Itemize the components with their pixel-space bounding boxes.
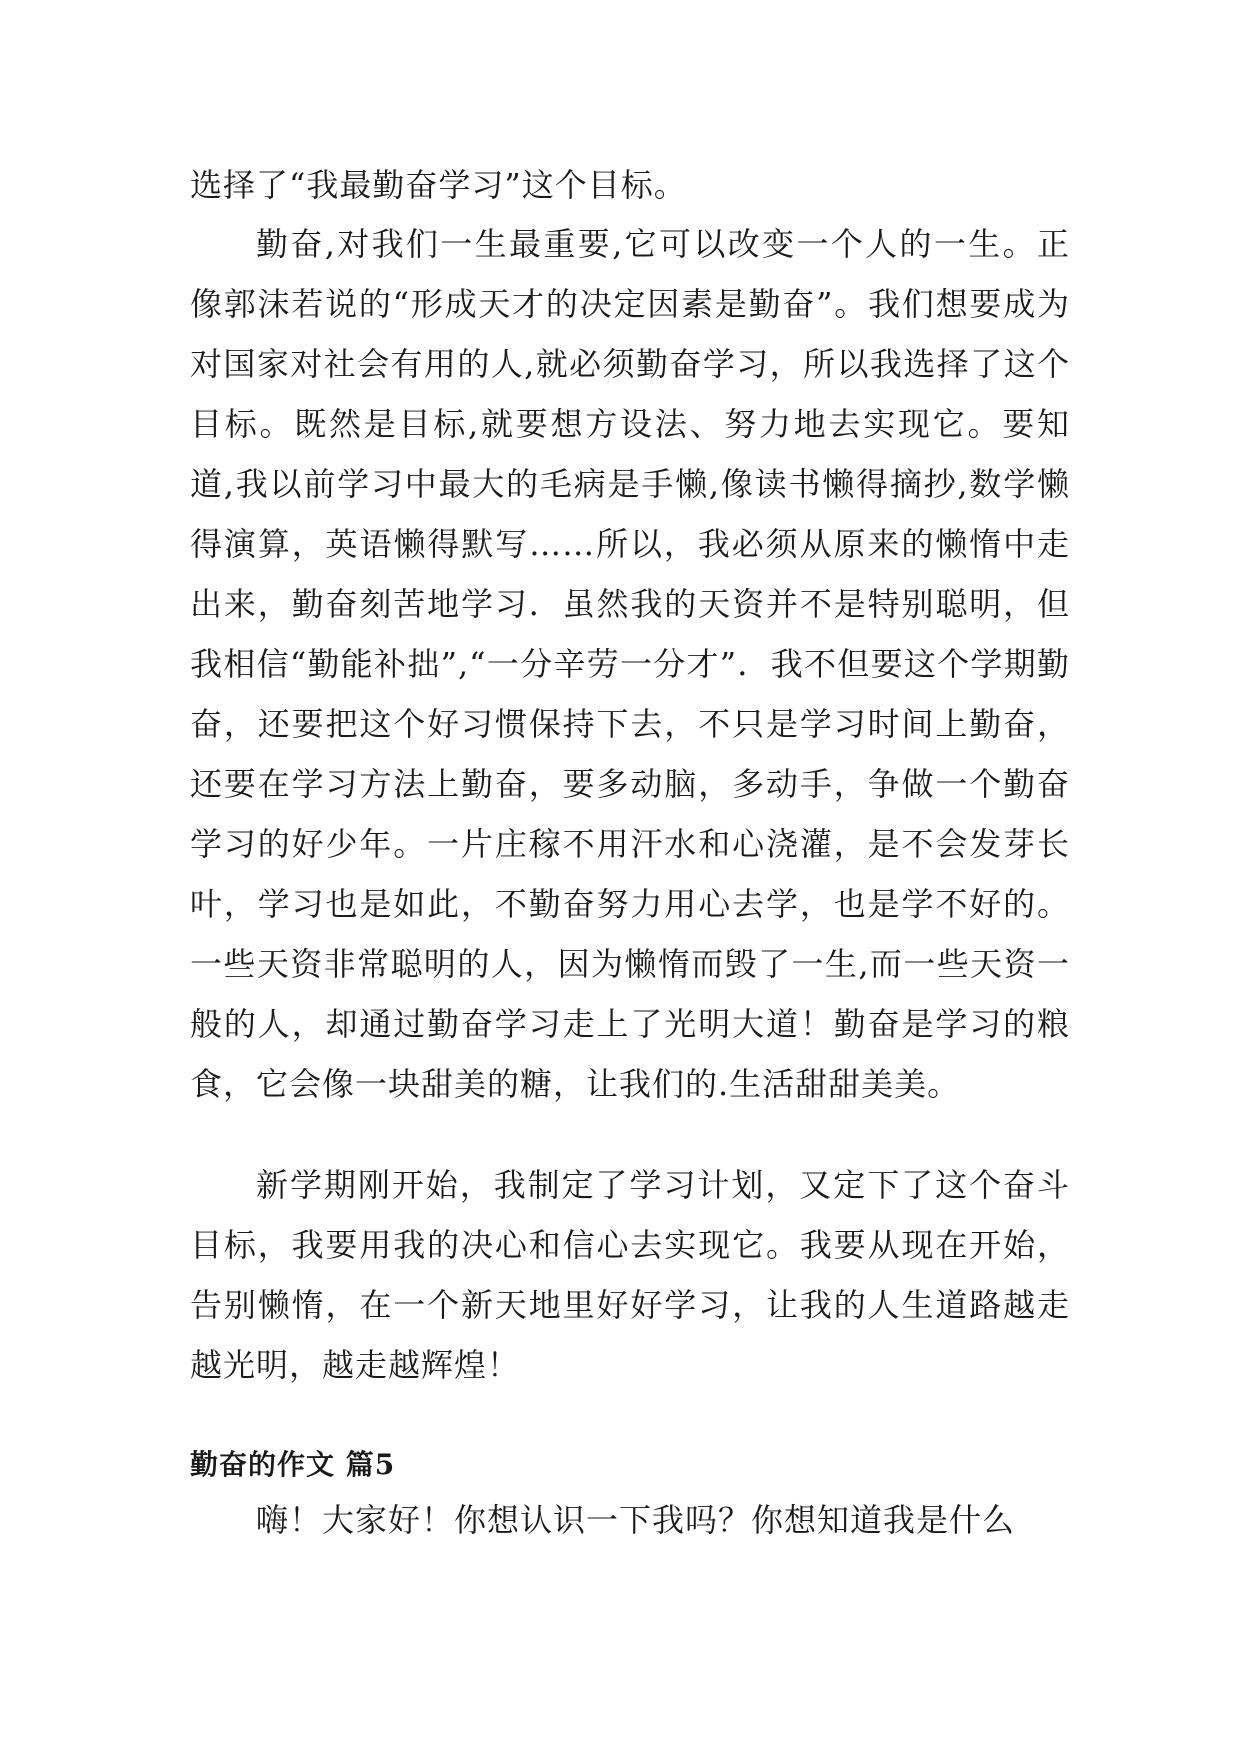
paragraph-greeting: 嗨！大家好！你想认识一下我吗？你想知道我是什么 (256, 1501, 1016, 1539)
paragraph-diligence: 勤奋,对我们一生最重要,它可以改变一个人的一生。正像郭沫若说的“形成天才的决定因素是勤奋”。我们想要成为对国家对社会有用的人,就必须勤奋学习，所以我选择了这个目标。既然是目标,就要想方设法、努力地去实现它。要知道,我以前学习中最大的毛病是手懒,像读书懒得摘抄,数学懒得演算，英语懒得默写……所以，我必须从原来的懒惰中走出来，勤奋刻苦地学习．虽然我的天资并不是特别聪明，但我相信“勤能补拙”,“一分辛劳一分才”．我不但要这个学期勤奋，还要把这个好习惯保持下去，不只是学习时间上勤奋，还要在学习方法上勤奋，要多动脑，多动手，争做一个勤奋学习的好少年。一片庄稼不用汗水和心浇灌，是不会发芽长叶，学习也是如此，不勤奋努力用心去学，也是学不好的。一些天资非常聪明的人，因为懒惰而毁了一生,而一些天资一般的人，却通过勤奋学习走上了光明大道！勤奋是学习的粮食，它会像一块甜美的糖，让我们的.生活甜甜美美。 (190, 225, 1070, 1103)
paragraph-new-semester: 新学期刚开始，我制定了学习计划，又定下了这个奋斗目标，我要用我的决心和信心去实现它。我要从现在开始，告别懒惰，在一个新天地里好好学习，让我的人生道路越走越光明，越走越辉煌！ (190, 1166, 1070, 1384)
section-heading: 勤奋的作文 篇5 (190, 1448, 396, 1481)
paragraph-continuation: 选择了“我最勤奋学习”这个目标。 (190, 166, 687, 204)
